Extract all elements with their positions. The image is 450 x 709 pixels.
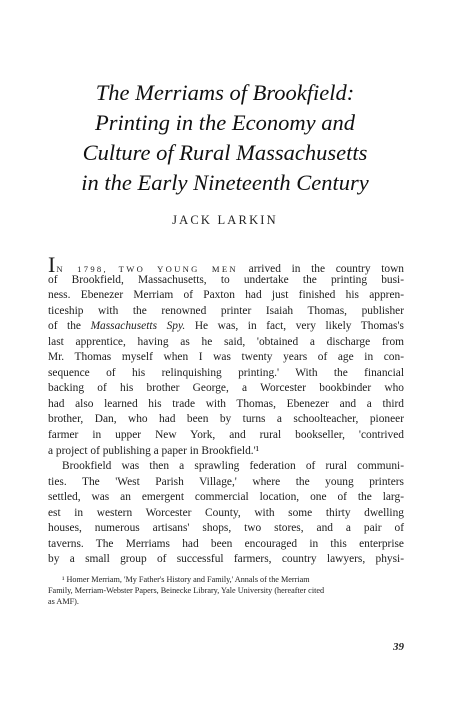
- small-caps-year: N 1798,: [56, 264, 108, 274]
- body-line: taverns. The Merriams had been encouraged in this enterprise: [48, 537, 404, 550]
- footnote-line: ¹ Homer Merriam, 'My Father's History and Family,' Annals of the Merriam: [62, 575, 310, 584]
- body-line: ticeship with the renowned printer Isaiah Thomas, publisher: [48, 304, 404, 317]
- body-text: of the: [48, 320, 81, 333]
- body-line: ties. The 'West Parish Village,' where the young printers: [48, 475, 404, 488]
- body-line: by a small group of successful farmers, country lawyers, physi-: [48, 553, 404, 566]
- title-line: Culture of Rural Massachusetts: [82, 140, 368, 165]
- body-line: backing of his brother George, a Worcester bookbinder who: [48, 382, 404, 395]
- body-line: settled, was an emergent commercial location, one of the larg-: [48, 491, 404, 504]
- body-line: of Brookfield, Massachusetts, to undertake the printing busi-: [48, 273, 404, 286]
- title-line: Printing in the Economy and: [95, 110, 355, 135]
- body-line: est in western Worcester County, with some thirty dwelling: [48, 506, 404, 519]
- author-name: JACK LARKIN: [172, 213, 278, 227]
- body-line: last apprentice, having as he said, 'obtained a discharge from: [48, 335, 404, 348]
- footnote-line: as AMF).: [48, 597, 79, 607]
- title-line: in the Early Nineteenth Century: [81, 170, 369, 195]
- page-number: 39: [393, 641, 404, 653]
- body-line: farmer in upper New York, and rural bookseller, 'contrived: [48, 429, 404, 442]
- italic-publication: Massachusetts Spy.: [90, 320, 186, 333]
- body-line: ness. Ebenezer Merriam of Paxton had just finished his appren-: [48, 289, 404, 302]
- body-line: [48, 252, 405, 277]
- footnote-line: Family, Merriam-Webster Papers, Beinecke Library, Yale University (hereafter cited: [48, 586, 325, 596]
- article-title: [20, 78, 430, 198]
- body-text: arrived in the country town: [248, 263, 405, 275]
- body-line: a project of publishing a paper in Brookfield.'¹: [48, 444, 260, 457]
- title-line: The Merriams of Brookfield:: [95, 80, 355, 105]
- footnote: [48, 574, 404, 608]
- article-body: [48, 252, 405, 568]
- body-line: Mr. Thomas myself when I was twenty years of age in con-: [48, 351, 404, 364]
- drop-cap: I: [48, 252, 57, 277]
- body-line: sequence of his relinquishing printing.' With the financial: [48, 366, 404, 379]
- body-line: Brookfield was then a sprawling federation of rural communi-: [62, 460, 404, 473]
- body-line: [48, 319, 404, 335]
- small-caps-lead: TWO YOUNG MEN: [118, 264, 238, 274]
- body-line: brother, Dan, who had been by turns a schoolteacher, pioneer: [48, 413, 404, 426]
- body-line: had also learned his trade with Thomas, Ebenezer and a third: [48, 397, 404, 410]
- body-text: He was, in fact, very likely Thomas's: [194, 320, 404, 333]
- body-line: houses, numerous artisans' shops, two stores, and a pair of: [48, 522, 404, 535]
